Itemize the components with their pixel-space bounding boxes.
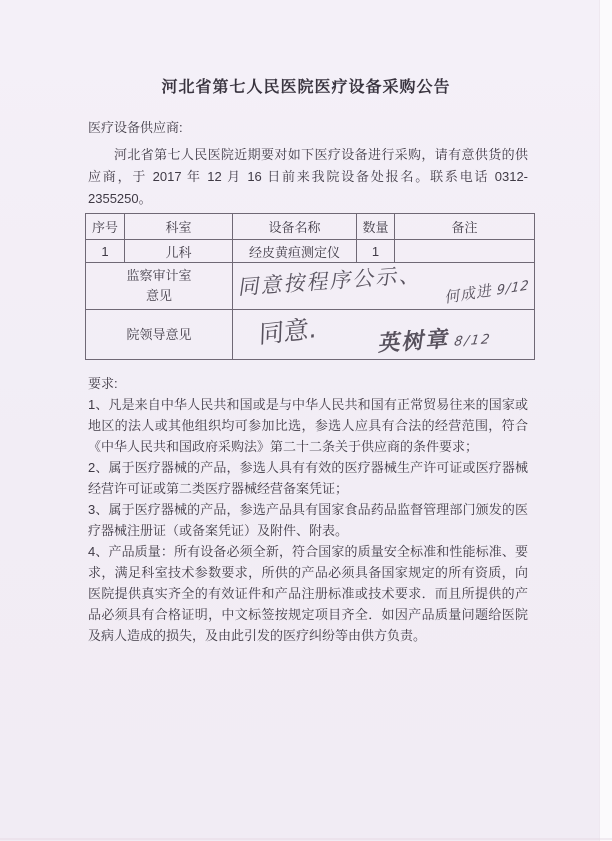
audit-signature-date: 9/12	[495, 278, 530, 299]
header-remark: 备注	[395, 214, 535, 240]
leader-signature-name: 英树章	[377, 326, 453, 358]
audit-opinion-content	[233, 263, 535, 310]
audit-opinion-row	[86, 263, 535, 310]
leader-signature-date: 8/12	[453, 332, 493, 350]
scan-edge-artifact	[599, 0, 612, 841]
leader-opinion-label	[86, 310, 233, 360]
audit-label-line2: 意见	[145, 288, 172, 303]
audit-signature-name: 何成进	[444, 280, 494, 307]
audit-signature	[444, 273, 530, 308]
leader-handwritten-comment: 同意.	[258, 313, 318, 350]
requirement-item-4: 4、产品质量：所有设备必须全新，符合国家的质量安全标准和性能标准、要求，满足科室技术参数要求，所供的产品必须具备国家规定的所有资质，向医院提供真实齐全的有效证件和产品注册标准或技术要求．而且所提供的产品必须具有合格证明，中文标签按规定项目齐全．如因产品质量问题给医院及病人造成的损失，及由此引发的医疗纠纷等由供方负责。	[88, 544, 528, 643]
leader-opinion-content	[233, 310, 535, 360]
cell-seq: 1	[86, 240, 125, 263]
header-device-name: 设备名称	[233, 214, 357, 240]
intro-paragraph: 河北省第七人民医院近期要对如下医疗设备进行采购，请有意供货的供应商，于 2017 年 12 月 16 日前来我院设备处报名。联系电话 0312-2355250。	[88, 147, 528, 206]
audit-opinion-label	[86, 263, 233, 310]
leader-signature	[377, 319, 494, 358]
requirement-item-1: 1、凡是来自中华人民共和国或是与中华人民共和国有正常贸易往来的国家或地区的法人或其他组织均可参加比选，参选人应具有合法的经营范围，符合《中华人民共和国政府采购法》第二十二条关于供应商的条件要求；	[88, 397, 528, 454]
header-seq: 序号	[86, 214, 125, 240]
table-row	[86, 240, 535, 263]
requirements-heading: 要求:	[88, 376, 118, 391]
cell-device-name: 经皮黄疸测定仪	[233, 240, 357, 263]
audit-label-line1: 监察审计室	[126, 268, 192, 283]
requirement-item-3: 3、属于医疗器械的产品，参选产品具有国家食品药品监督管理部门颁发的医疗器械注册证（或备案凭证）及附件、附表。	[88, 502, 528, 538]
header-department: 科室	[125, 214, 233, 240]
cell-quantity: 1	[357, 240, 395, 263]
requirements-section	[88, 373, 528, 646]
salutation-line: 医疗设备供应商:	[88, 120, 183, 135]
table-header-row	[86, 214, 535, 240]
requirement-item-2: 2、属于医疗器械的产品，参选人具有有效的医疗器械生产许可证或医疗器械经营许可证或第二类医疗器械经营备案凭证；	[88, 460, 528, 496]
leader-label: 院领导意见	[126, 326, 192, 342]
scan-bottom-artifact	[0, 838, 612, 840]
audit-handwritten-comment: 同意按程序公示、	[237, 262, 425, 300]
header-quantity: 数量	[357, 214, 395, 240]
equipment-table	[85, 213, 535, 360]
cell-department: 儿科	[125, 240, 233, 263]
leader-opinion-row	[86, 310, 535, 360]
document-title: 河北省第七人民医院医疗设备采购公告	[161, 79, 451, 96]
